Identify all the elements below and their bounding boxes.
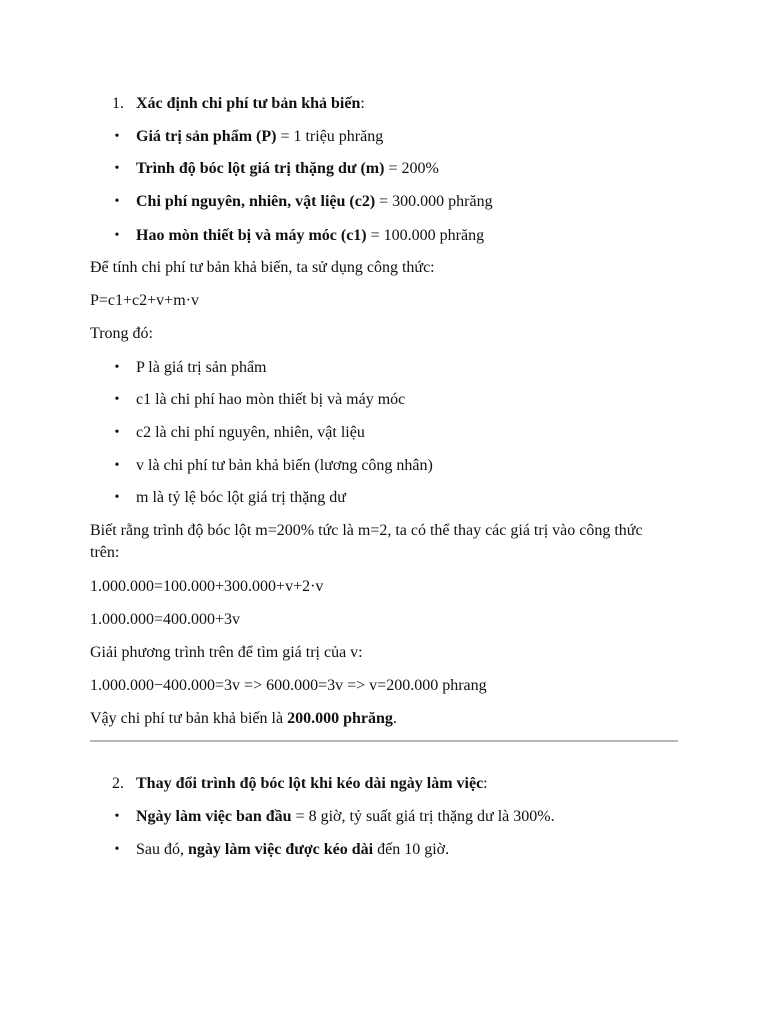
section2-item-bold: Ngày làm việc ban đầu [136, 808, 292, 825]
section2-number: 2. [112, 775, 124, 792]
bullet-icon: • [114, 490, 120, 505]
definition-text: P là giá trị sản phẩm [136, 359, 267, 376]
given-label: Chi phí nguyên, nhiên, vật liệu (c2) [136, 193, 376, 210]
bullet-icon: • [114, 228, 120, 243]
given-label: Trình độ bóc lột giá trị thặng dư (m) [136, 160, 385, 177]
definition-text: v là chi phí tư bản khả biến (lương công nhân) [136, 457, 433, 474]
given-label: Giá trị sản phẩm (P) [136, 128, 277, 145]
section2-item-bold: ngày làm việc được kéo dài [188, 841, 374, 858]
bullet-icon: • [114, 458, 120, 473]
bullet-icon: • [114, 194, 120, 209]
bullet-icon: • [114, 360, 120, 375]
bullet-icon: • [114, 425, 120, 440]
definition-text: c2 là chi phí nguyên, nhiên, vật liệu [136, 424, 365, 441]
definition-text: c1 là chi phí hao mòn thiết bị và máy móc [136, 391, 406, 408]
conclusion-value: 200.000 phrăng [287, 710, 393, 727]
given-value: = 100.000 phrăng [366, 227, 485, 244]
horizontal-divider [90, 740, 678, 742]
equation-3: 1.000.000−400.000=3v => 600.000=3v => v=200.000 phrang [90, 677, 487, 694]
bullet-icon: • [114, 842, 120, 857]
substitution-paragraph: Biết rằng trình độ bóc lột m=200% tức là m=2, ta có thể thay các giá trị vào công thức trên: [90, 522, 643, 561]
formula-intro: Để tính chi phí tư bản khả biến, ta sử dụng công thức: [90, 259, 435, 276]
section2-heading-colon: : [483, 775, 488, 792]
section2-item-prefix: Sau đó, [136, 841, 188, 858]
bullet-icon: • [114, 392, 120, 407]
given-label: Hao mòn thiết bị và máy móc (c1) [136, 227, 367, 244]
conclusion-prefix: Vậy chi phí tư bản khả biến là [90, 710, 288, 727]
definition-text: m là tỷ lệ bóc lột giá trị thặng dư [136, 489, 346, 506]
conclusion-period: . [392, 710, 397, 727]
given-value: = 200% [384, 160, 439, 177]
given-value: = 1 triệu phrăng [276, 128, 384, 145]
section2-heading-text: Thay đổi trình độ bóc lột khi kéo dài ngày làm việc [136, 775, 484, 792]
conclusion [90, 708, 680, 730]
section1-number: 1. [112, 95, 124, 112]
equation-2: 1.000.000=400.000+3v [90, 611, 241, 628]
section2-item-rest: = 8 giờ, tỷ suất giá trị thặng dư là 300%. [291, 808, 555, 825]
section1-heading-colon: : [360, 95, 365, 112]
bullet-icon: • [114, 129, 120, 144]
where-label: Trong đó: [90, 325, 153, 342]
given-value: = 300.000 phrăng [375, 193, 493, 210]
equation-1: 1.000.000=100.000+300.000+v+2·v [90, 578, 324, 595]
bullet-icon: • [114, 161, 120, 176]
section1-heading-text: Xác định chi phí tư bản khả biến [136, 95, 361, 112]
solve-intro: Giải phương trình trên để tìm giá trị của v: [90, 644, 363, 661]
formula: P=c1+c2+v+m·v [90, 292, 199, 309]
bullet-icon: • [114, 809, 120, 824]
section2-item-rest: đến 10 giờ. [373, 841, 450, 858]
